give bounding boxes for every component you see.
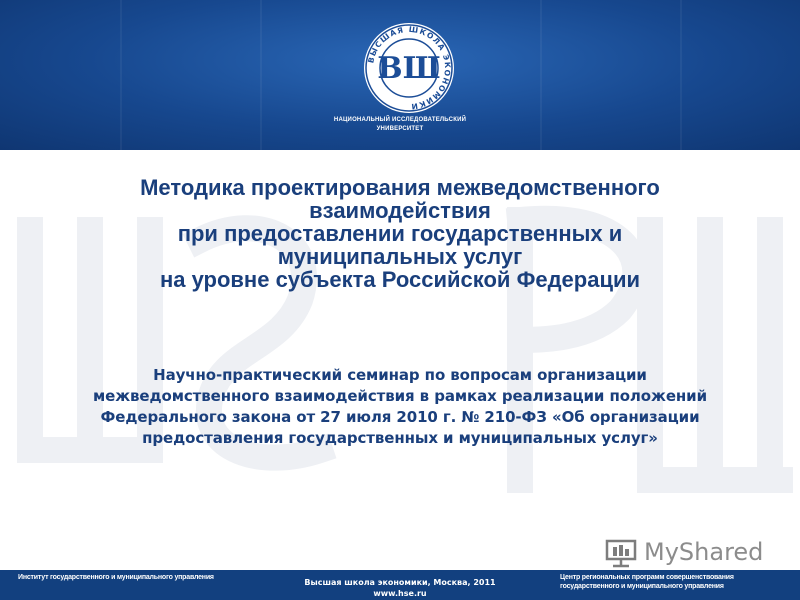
hse-emblem-logo [361, 20, 457, 116]
title-line: взаимодействия [309, 198, 491, 223]
header-band [0, 0, 800, 150]
presentation-board-icon [604, 538, 638, 573]
myshared-label: MyShared [644, 538, 764, 566]
header-decor-stripe [260, 0, 262, 150]
seminar-subtitle [30, 365, 770, 449]
footer-right-line: государственного и муниципального управления [560, 583, 724, 590]
header-decor-stripe [540, 0, 542, 150]
footer-right-line: Центр региональных программ совершенствования [560, 574, 734, 581]
footer-website-link[interactable]: www.hse.ru [373, 589, 427, 598]
title-line: муниципальных услуг [277, 244, 523, 269]
emblem-ring-text: ВЫСШАЯ ШКОЛА ЭКОНОМИКИ [366, 24, 453, 112]
footer-center [300, 577, 500, 599]
university-name [300, 116, 500, 134]
title-line: на уровне субъекта Российской Федерации [159, 267, 641, 292]
footer-center-programs [560, 573, 790, 591]
presentation-title [40, 176, 760, 291]
footer-org-line: Высшая школа экономики, Москва, 2011 [304, 578, 496, 587]
title-line: при предоставлении государственных и [177, 221, 623, 246]
subtitle-line: предоставления государственных и муниципальных услуг» [142, 429, 658, 447]
university-name-line: УНИВЕРСИТЕТ [376, 126, 424, 132]
header-decor-stripe [680, 0, 682, 150]
subtitle-line: межведомственного взаимодействия в рамках реализации положений [92, 387, 707, 405]
emblem-monogram: ВШ [377, 51, 441, 86]
subtitle-line: Научно-практический семинар по вопросам организации [153, 366, 647, 384]
footer-band [0, 570, 800, 600]
title-line: Методика проектирования межведомственного [140, 175, 660, 200]
university-name-line: НАЦИОНАЛЬНЫЙ ИССЛЕДОВАТЕЛЬСКИЙ [333, 117, 467, 123]
subtitle-line: Федерального закона от 27 июля 2010 г. № 210-ФЗ «Об организации [100, 408, 700, 426]
myshared-watermark[interactable] [604, 536, 774, 570]
footer-institute: Институт государственного и муниципального управления [18, 574, 214, 581]
header-decor-stripe [120, 0, 122, 150]
